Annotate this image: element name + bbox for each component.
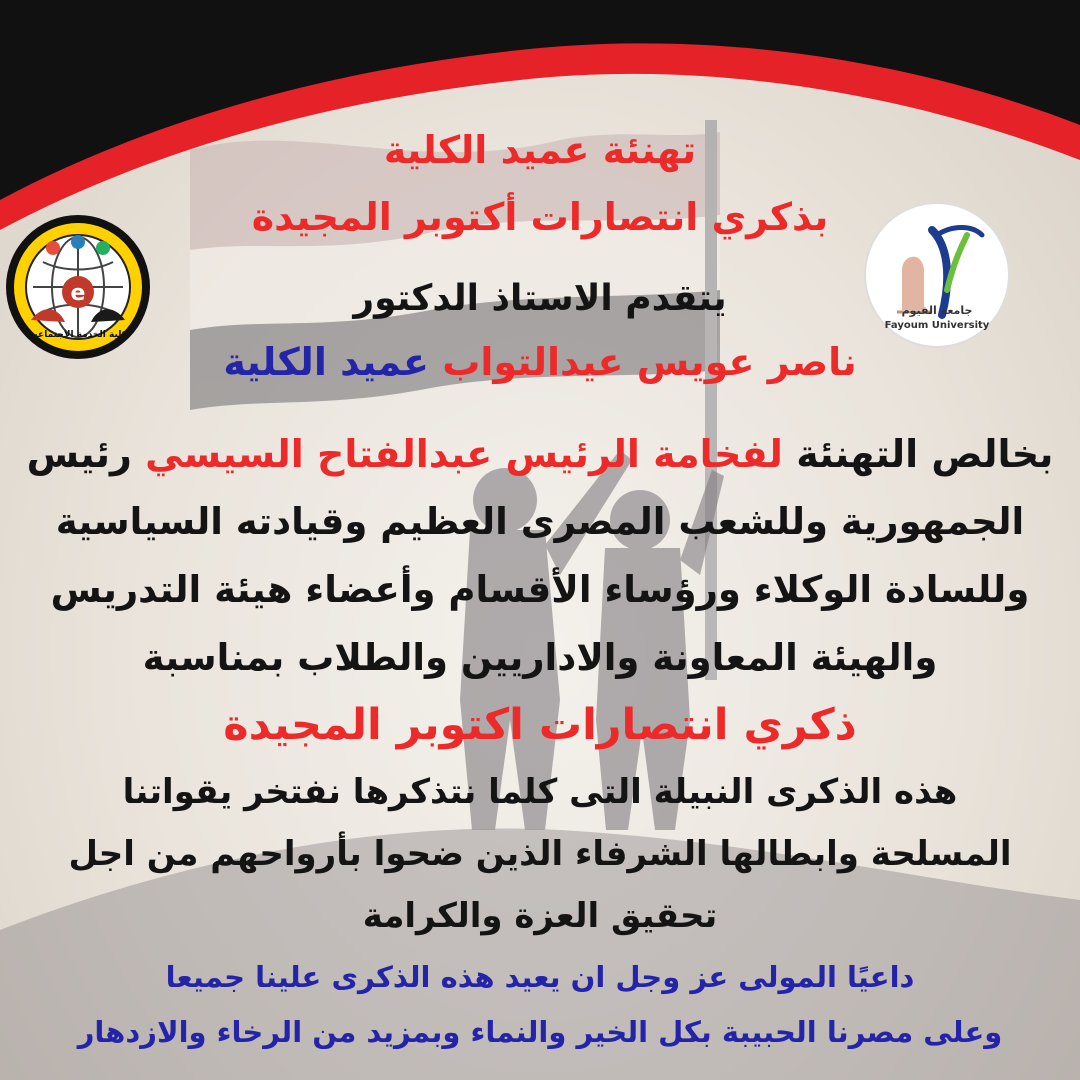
body-line-7: تحقيق العزة والكرامة [362,896,718,936]
svg-text:e: e [70,281,86,306]
university-name-ar: جامعة الفيوم [901,304,973,317]
body-line-3: وللسادة الوكلاء ورؤساء الأقسام وأعضاء هيئة التدريس [50,568,1030,611]
body-line-4: والهيئة المعاونة والاداريين والطلاب بمناسبة [142,636,938,679]
president-name: لفخامة الرئيس عبدالفتاح السيسي [145,432,783,476]
body-line-5: هذه الذكرى النبيلة التى كلما نتذكرها نفتخر يقواتنا [122,772,958,812]
body-line-2: الجمهورية وللشعب المصرى العظيم وقيادته السياسية [55,500,1025,543]
header-presenter: يتقدم الاستاذ الدكتور [353,278,727,319]
header-title: تهنئة عميد الكلية [383,128,697,172]
prayer-line-2: وعلى مصرنا الحبيبة بكل الخير والنماء وبمزيد من الرخاء والازدهار [77,1015,1003,1049]
dean-line [0,340,1080,384]
university-name-en: Fayoum University [884,320,990,331]
header-occasion: بذكري انتصارات أكتوبر المجيدة [251,195,829,239]
dean-title: عميد الكلية [223,340,429,384]
body-line-1 [0,432,1080,476]
body-line-6: المسلحة وابطالها الشرفاء الذين ضحوا بأرواحهم من اجل [68,834,1012,874]
occasion-title: ذكري انتصارات اكتوبر المجيدة [223,700,857,750]
faculty-name: كلية الخدمة الاجتماعية [28,330,128,340]
body-line-1-start: بخالص التهنئة [796,432,1054,476]
dean-name: ناصر عويس عيدالتواب [442,340,857,384]
prayer-line-1: داعيًا المولى عز وجل ان يعيد هذه الذكرى علينا جميعا [165,960,915,994]
body-line-1-end: رئيس [26,432,132,476]
